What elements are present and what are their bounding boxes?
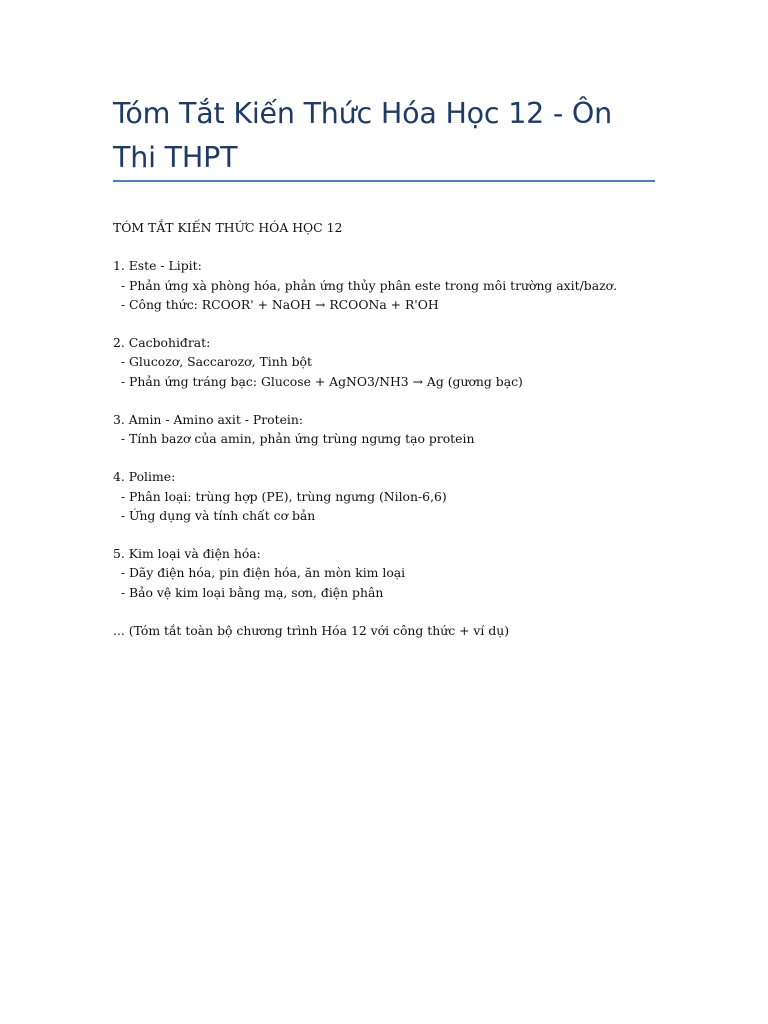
- section-item: - Glucozơ, Saccarozơ, Tinh bột: [113, 354, 312, 370]
- page-title: Tóm Tắt Kiến Thức Hóa Học 12 - Ôn Thi THPT: [113, 97, 613, 174]
- section-item: - Dãy điện hóa, pin điện hóa, ăn mòn kim loại: [113, 565, 406, 581]
- section-title: 5. Kim loại và điện hóa:: [113, 546, 261, 562]
- section-title: 4. Polime:: [113, 469, 176, 485]
- blank-line: [113, 602, 673, 621]
- section-title: 3. Amin - Amino axit - Protein:: [113, 411, 304, 427]
- section-item: - Phản ứng xà phòng hóa, phản ứng thủy phân este trong môi trường axit/bazơ.: [113, 277, 618, 293]
- document-heading: TÓM TẮT KIẾN THỨC HÓA HỌC 12: [113, 220, 343, 235]
- section-item: - Ứng dụng và tính chất cơ bản: [113, 507, 316, 523]
- blank-line: [113, 391, 673, 410]
- section-item: - Tính bazơ của amin, phản ứng trùng ngưng tạo protein: [113, 431, 475, 447]
- section-title: 1. Este - Lipit:: [113, 258, 202, 274]
- footer-note: ... (Tóm tắt toàn bộ chương trình Hóa 12 với công thức + ví dụ): [113, 622, 510, 638]
- document-body: [113, 218, 673, 640]
- blank-line: [113, 237, 673, 256]
- section-item: - Bảo vệ kim loại bằng mạ, sơn, điện phân: [113, 584, 384, 600]
- blank-line: [113, 314, 673, 333]
- section-item: - Phân loại: trùng hợp (PE), trùng ngưng (Nilon-6,6): [113, 488, 447, 504]
- section-title: 2. Cacbohiđrat:: [113, 335, 211, 351]
- blank-line: [113, 525, 673, 544]
- title-divider: [113, 180, 655, 182]
- blank-line: [113, 448, 673, 467]
- section-item: - Phản ứng tráng bạc: Glucose + AgNO3/NH3 → Ag (gương bạc): [113, 373, 523, 389]
- section-item: - Công thức: RCOOR' + NaOH → RCOONa + R'OH: [113, 296, 439, 312]
